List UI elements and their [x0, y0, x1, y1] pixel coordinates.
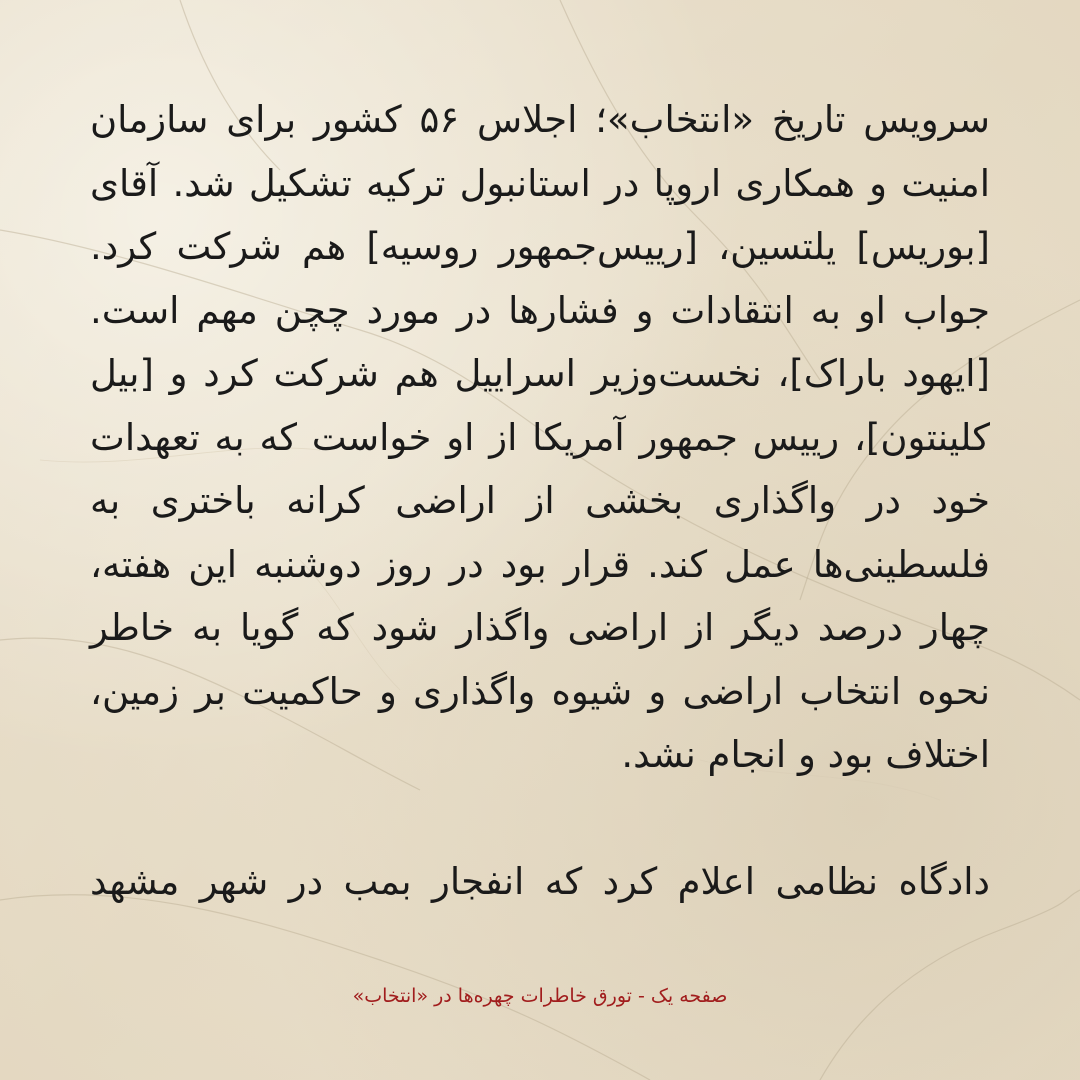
article-paragraph: سرویس تاریخ «انتخاب»؛ اجلاس ۵۶ کشور برای سازمان امنیت و همکاری اروپا در استانبول ترکیه تشکیل شد. آقای [بوریس] یلتسین، [رییس‌جمهور روسیه] هم شرکت کرد. جواب او به انتقادات و فشارها در مورد چچن مهم است. [ایهود باراک]، نخست‌وزیر اسراییل هم شرکت کرد و [بیل کلینتون]، رییس جمهور آمریکا از او خواست که به تعهدات خود در واگذاری بخشی از اراضی کرانه باختری به فلسطینی‌ها عمل کند. قرار بود در روز دوشنبه این هفته، چهار درصد دیگر از اراضی واگذار شود که گویا به خاطر نحوه انتخاب اراضی و شیوه واگذاری و حاکمیت بر زمین، اختلاف بود و انجام نشد.	[90, 98, 991, 776]
paragraph-spacer	[90, 787, 990, 850]
article-body	[90, 88, 990, 913]
article-paragraph: دادگاه نظامی اعلام کرد که انفجار بمب در شهر مشهد	[90, 859, 990, 903]
page-caption: صفحه یک - تورق خاطرات چهره‌ها در «انتخاب»	[352, 985, 728, 1007]
